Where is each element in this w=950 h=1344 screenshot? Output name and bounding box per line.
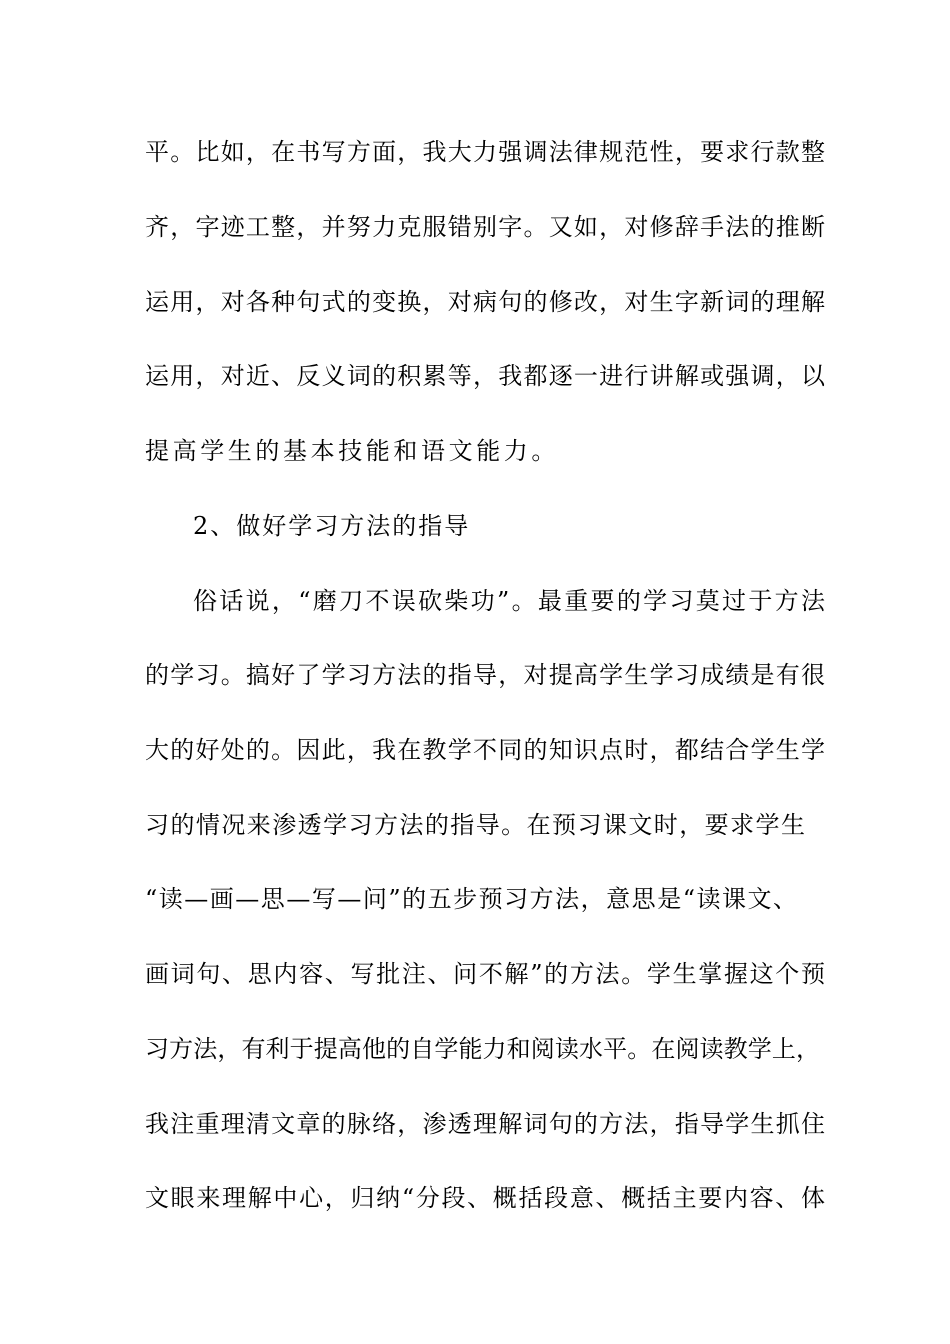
body-text-line: “读—画—思—写—问”的五步预习方法，意思是“读课文、 [145, 885, 797, 913]
body-text-line: 齐，字迹工整，并努力克服错别字。又如，对修辞手法的推断 [145, 213, 825, 241]
body-text-line: 习方法，有利于提高他的自学能力和阅读水平。在阅读教学上， [145, 1035, 820, 1063]
body-text-line: 大的好处的。因此，我在教学不同的知识点时，都结合学生学 [145, 736, 825, 764]
section-heading: 2、做好学习方法的指导 [193, 512, 471, 540]
body-text-line: 习的情况来渗透学习方法的指导。在预习课文时，要求学生 [145, 811, 805, 839]
body-text-line: 平。比如，在书写方面，我大力强调法律规范性，要求行款整 [145, 138, 825, 166]
body-text-line: 的学习。搞好了学习方法的指导，对提高学生学习成绩是有很 [145, 661, 825, 689]
body-text-line: 画词句、思内容、写批注、问不解”的方法。学生掌握这个预 [145, 960, 825, 988]
body-text-line: 我注重理清文章的脉络，渗透理解词句的方法，指导学生抓住 [145, 1110, 825, 1138]
body-text-line: 运用，对各种句式的变换，对病句的修改，对生字新词的理解 [145, 288, 825, 316]
body-text-line: 运用，对近、反义词的积累等，我都逐一进行讲解或强调，以 [145, 362, 825, 390]
body-text-line: 俗话说，“磨刀不误砍柴功”。最重要的学习莫过于方法 [193, 587, 825, 615]
body-text-line: 提高学生的基本技能和语文能力。 [145, 437, 559, 465]
body-text-line: 文眼来理解中心，归纳“分段、概括段意、概括主要内容、体 [145, 1184, 825, 1212]
